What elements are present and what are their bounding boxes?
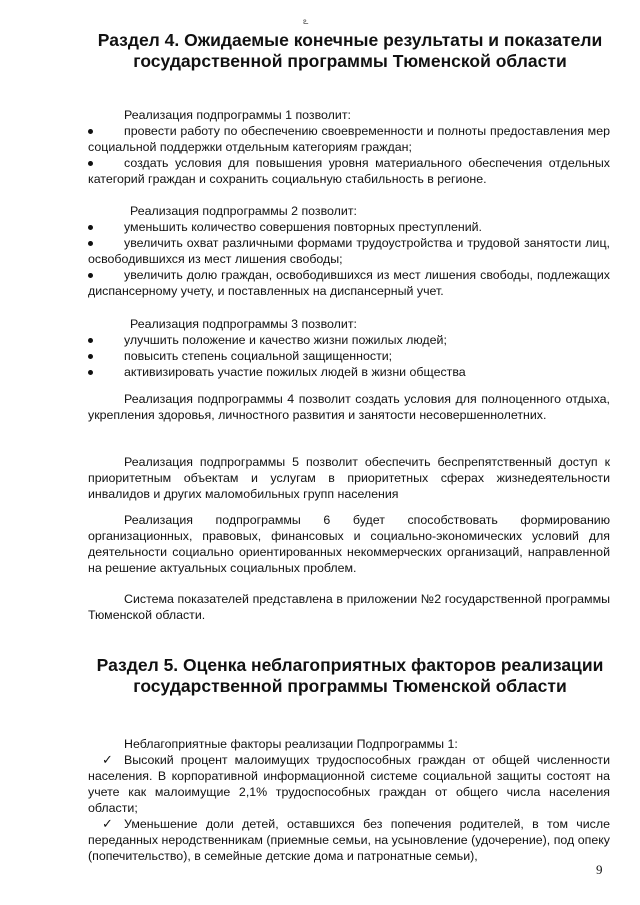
bullet-icon: [88, 161, 93, 166]
sub2-list: [88, 219, 610, 299]
checkmark-icon: ✓: [102, 752, 113, 767]
list-item: увеличить долю граждан, освободившихся из мест лишения свободы, подлежащих диспансерному учету, и поставленных на диспансерный учет.: [88, 268, 610, 298]
list-item: повысить степень социальной защищенности;: [88, 348, 610, 364]
indicators-paragraph: Система показателей представлена в приложении №2 государственной программы Тюменской области.: [88, 592, 610, 622]
sub2-intro: Реализация подпрограммы 2 позволит:: [130, 204, 357, 218]
bullet-icon: [88, 241, 93, 246]
list-item: провести работу по обеспечению своевременности и полноты предоставления мер социальной поддержки отдельным категориям граждан;: [88, 124, 610, 154]
section-5-list: [88, 752, 610, 864]
section-5-intro: Неблагоприятные факторы реализации Подпрограммы 1:: [124, 737, 458, 751]
section-4-title: Раздел 4. Ожидаемые конечные результаты и показатели государственной программы Тюменской области: [97, 30, 603, 71]
list-item: улучшить положение и качество жизни пожилых людей;: [88, 332, 610, 348]
bullet-icon: [88, 225, 93, 230]
sub1-intro: Реализация подпрограммы 1 позволит:: [124, 108, 351, 122]
checkmark-icon: ✓: [102, 816, 113, 831]
bullet-icon: [88, 129, 93, 134]
bullet-icon: [88, 370, 93, 375]
list-item: уменьшить количество совершения повторных преступлений.: [88, 219, 610, 235]
sub3-list: [88, 332, 610, 380]
bullet-icon: [88, 273, 93, 278]
sub3-intro: Реализация подпрограммы 3 позволит:: [130, 317, 357, 331]
list-item: увеличить охват различными формами трудоустройства и трудовой занятости лиц, освободившихся из мест лишения свободы;: [88, 236, 610, 266]
bullet-icon: [88, 354, 93, 359]
list-item: ✓ Уменьшение доли детей, оставшихся без попечения родителей, в том числе переданных неродственникам (приемные семьи, на усыновление (удочерение), под опеку (попечительство), в семейные детские дома и патронатные семьи),: [88, 816, 610, 863]
scan-mark: ఽ: [303, 16, 309, 26]
sub6-paragraph: Реализация подпрограммы 6 будет способствовать формированию организационных, правовых, финансовых и социально-экономических условий для деятельности социально ориентированных некоммерческих организаций, направленной на решение актуальных социальных проблем.: [88, 513, 610, 575]
list-item: активизировать участие пожилых людей в жизни общества: [88, 364, 610, 380]
bullet-icon: [88, 338, 93, 343]
sub5-paragraph: Реализация подпрограммы 5 позволит обеспечить беспрепятственный доступ к приоритетным объектам и услугам в приоритетных сферах жизнедеятельности инвалидов и других маломобильных групп населения: [88, 455, 610, 501]
sub4-paragraph: Реализация подпрограммы 4 позволит создать условия для полноценного отдыха, укрепления здоровья, личностного развития и занятости несовершеннолетних.: [88, 392, 610, 422]
section-5-title: Раздел 5. Оценка неблагоприятных факторов реализации государственной программы Тюменской области: [96, 655, 604, 696]
list-item: ✓ Высокий процент малоимущих трудоспособных граждан от общей численности населения. В корпоративной информационной системе социальной защиты состоят на учете как малоимущие 2,1% трудоспособных граждан от общего числа населения области;: [88, 752, 610, 815]
page-number: 9: [596, 862, 603, 877]
sub1-list: [88, 123, 610, 187]
list-item: создать условия для повышения уровня материального обеспечения отдельных категорий граждан и сохранить социальную стабильность в регионе.: [88, 156, 610, 186]
